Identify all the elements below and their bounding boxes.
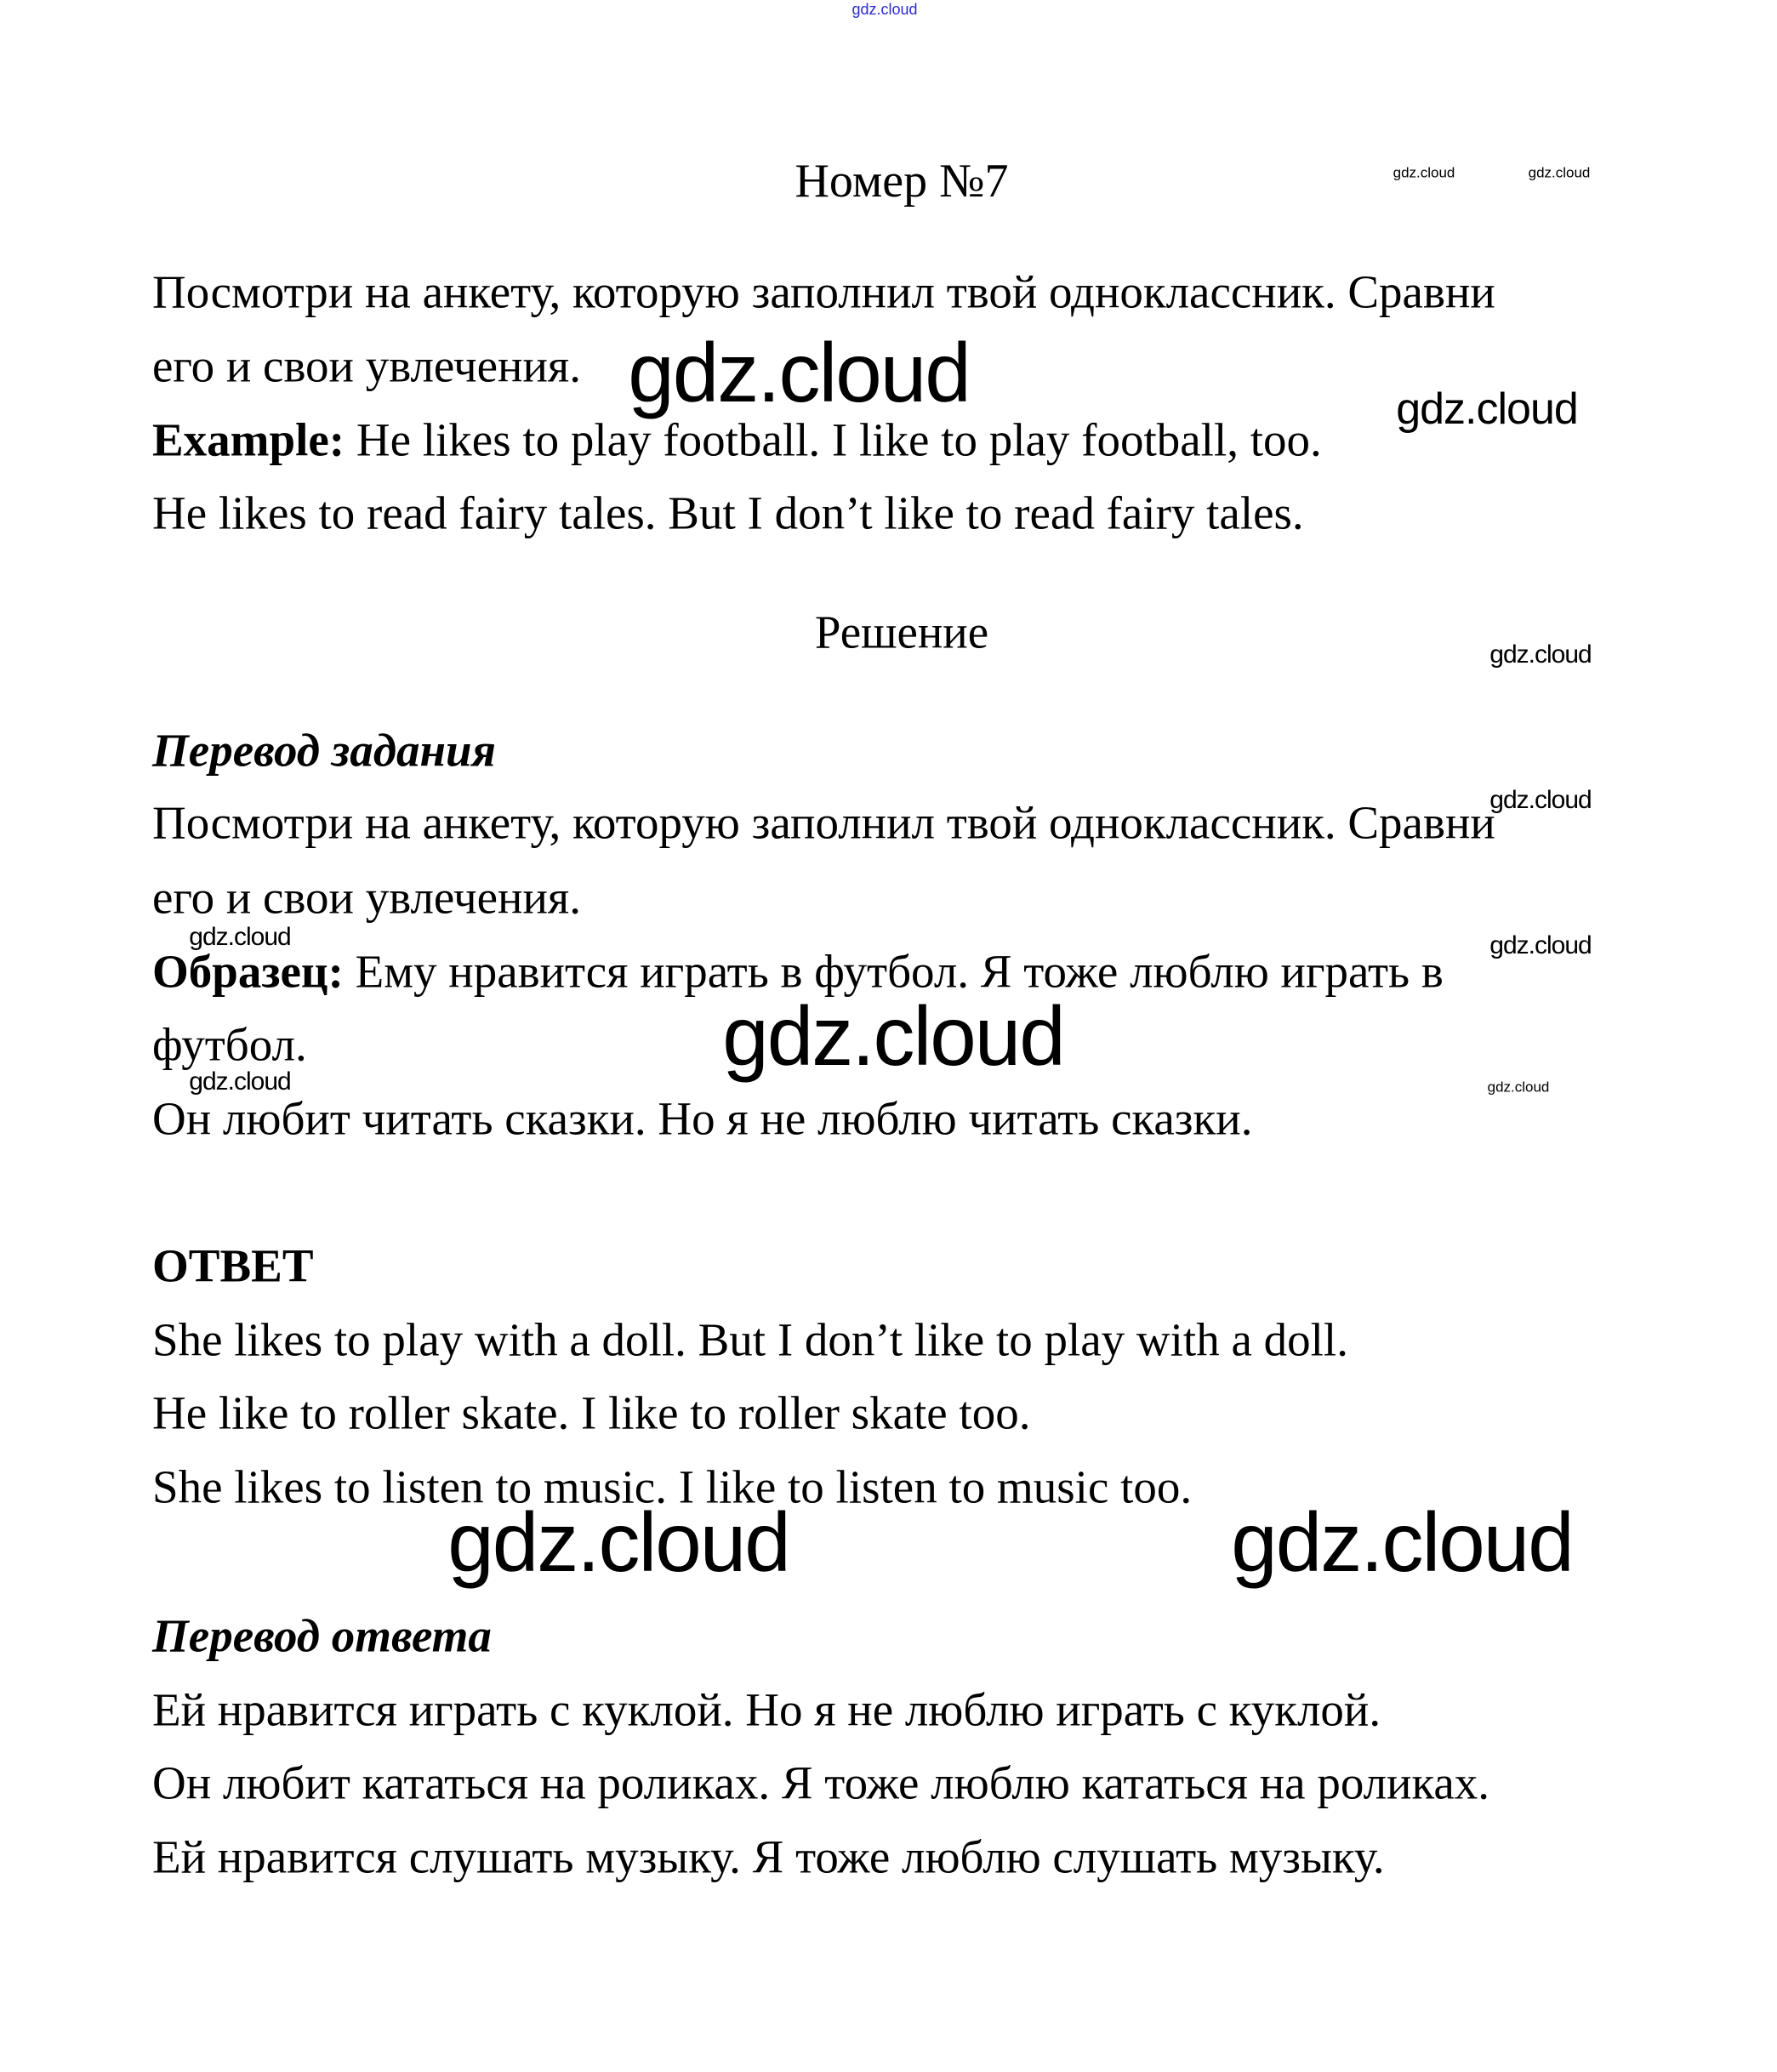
answer-line: He like to roller skate. I like to roller skate too.	[152, 1386, 1031, 1439]
watermark: gdz.cloud	[851, 1, 918, 18]
watermark: gdz.cloud	[1489, 931, 1592, 959]
example-label: Образец:	[152, 945, 344, 998]
watermark: gdz.cloud	[1393, 164, 1455, 181]
translation-line: футбол.	[152, 1018, 307, 1071]
translation-line: его и свои увлечения.	[152, 871, 581, 924]
watermark: gdz.cloud	[447, 1495, 789, 1589]
watermark: gdz.cloud	[1489, 786, 1592, 814]
translation-line: Он любит читать сказки. Но я не люблю читать сказки.	[152, 1092, 1253, 1145]
task-translation-heading: Перевод задания	[152, 724, 496, 777]
page-title: Номер №7	[795, 155, 1009, 208]
solution-heading: Решение	[814, 606, 989, 658]
example-label: Example:	[152, 413, 345, 466]
task-line: He likes to read fairy tales. But I don’t like to read fairy tales.	[152, 487, 1304, 539]
example-text: Ему нравится играть в футбол. Я тоже люблю играть в	[343, 945, 1444, 998]
watermark: gdz.cloud	[628, 326, 970, 419]
watermark: gdz.cloud	[1489, 640, 1592, 669]
watermark: gdz.cloud	[722, 989, 1064, 1083]
watermark: gdz.cloud	[1231, 1495, 1573, 1589]
task-example	[152, 413, 1322, 466]
watermark: gdz.cloud	[1487, 1079, 1550, 1096]
task-line: Посмотри на анкету, которую заполнил твой одноклассник. Сравни	[152, 265, 1495, 318]
watermark: gdz.cloud	[189, 1067, 291, 1096]
watermark: gdz.cloud	[1528, 164, 1591, 181]
task-line: его и свои увлечения.	[152, 339, 581, 392]
watermark: gdz.cloud	[1396, 384, 1578, 434]
translation-line: Посмотри на анкету, которую заполнил твой одноклассник. Сравни	[152, 796, 1495, 849]
translation-example	[152, 945, 1444, 998]
answer-line: She likes to play with a doll. But I don’t like to play with a doll.	[152, 1313, 1348, 1366]
answer-translation-line: Ей нравится слушать музыку. Я тоже люблю слушать музыку.	[152, 1830, 1385, 1883]
answer-translation-heading: Перевод ответа	[152, 1609, 492, 1662]
answer-heading: ОТВЕТ	[152, 1239, 314, 1292]
answer-translation-line: Он любит кататься на роликах. Я тоже люблю кататься на роликах.	[152, 1756, 1490, 1809]
answer-line: She likes to listen to music. I like to listen to music too.	[152, 1460, 1193, 1513]
example-text: He likes to play football. I like to play football, too.	[345, 413, 1322, 466]
watermark: gdz.cloud	[189, 923, 291, 951]
answer-translation-line: Ей нравится играть с куклой. Но я не люблю играть с куклой.	[152, 1683, 1381, 1736]
